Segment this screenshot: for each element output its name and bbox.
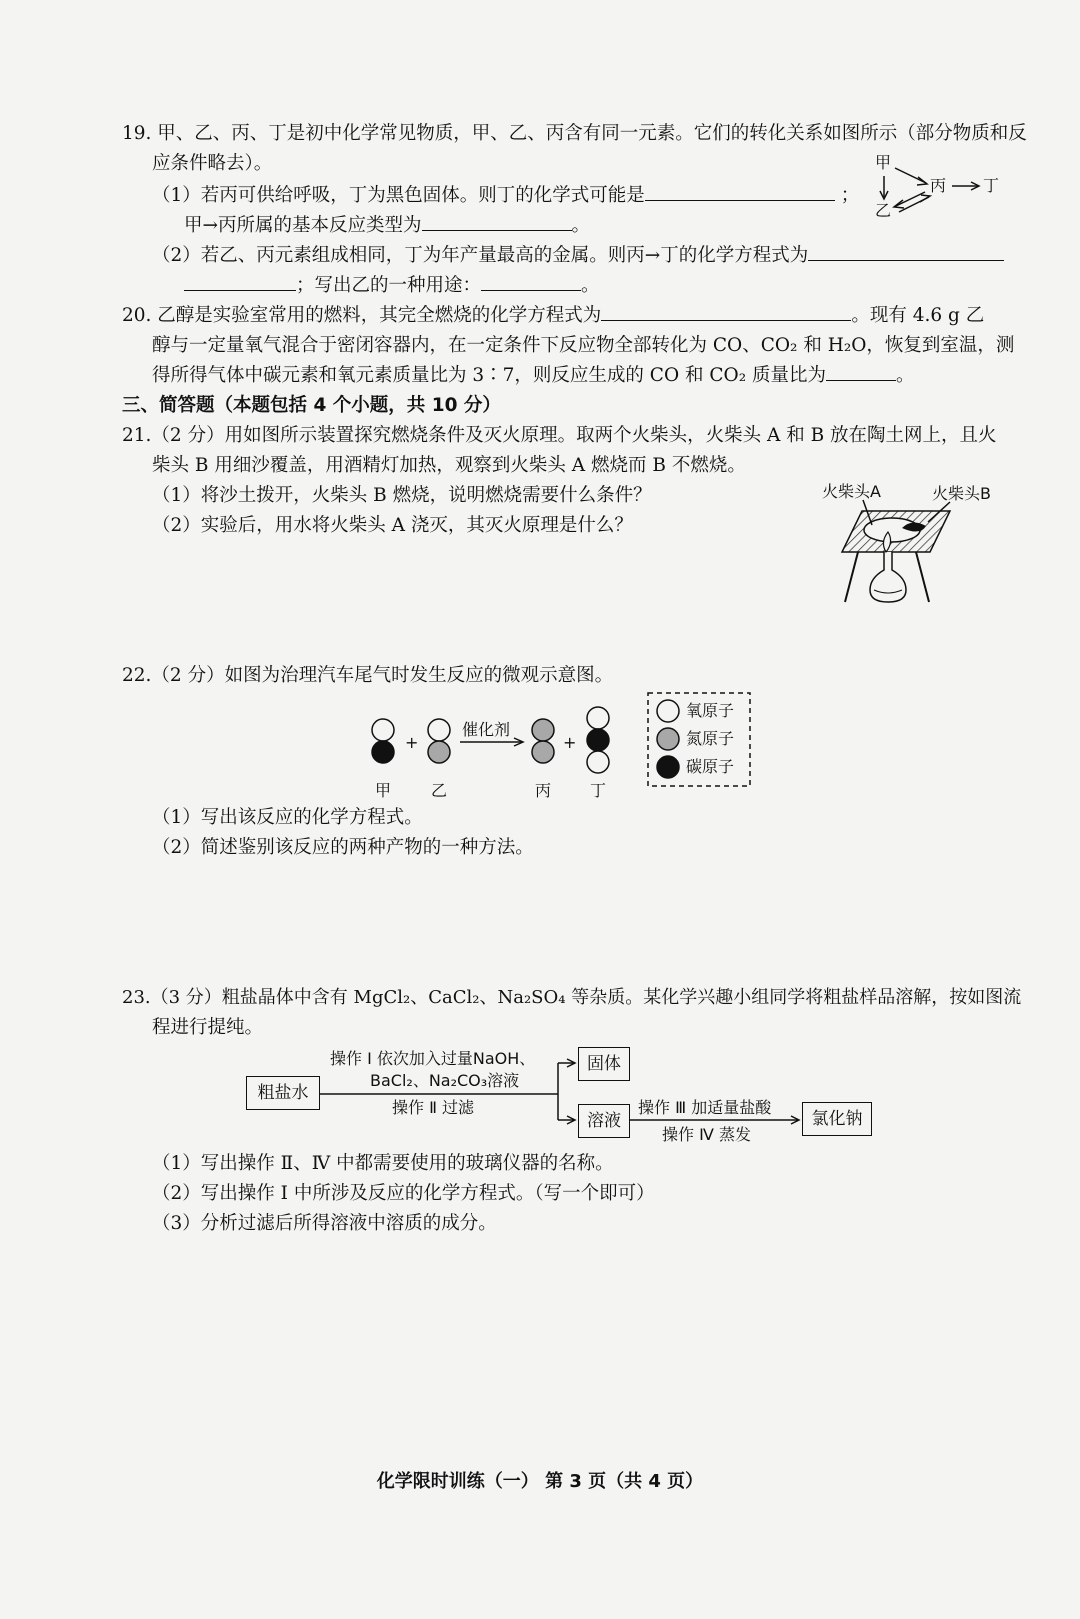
q21-label-match-b: 火柴头B — [932, 484, 991, 503]
flow-op3: 操作 Ⅲ 加适量盐酸 — [638, 1098, 772, 1117]
q22-label-bing: 丙 — [535, 781, 552, 800]
q19-part1a-text: （1）若丙可供给呼吸，丁为黑色固体。则丁的化学式可能是 — [152, 185, 645, 206]
q20-line3-end: 。 — [896, 365, 915, 386]
q19-diagram-jia: 甲 — [875, 153, 892, 172]
q20-line2: 醇与一定量氧气混合于密闭容器内，在一定条件下反应物全部转化为 CO、CO₂ 和 H₂O，恢复到室温，测 — [152, 335, 1015, 356]
flow-op1-line2: BaCl₂、Na₂CO₃溶液 — [370, 1071, 520, 1090]
q21-part2: （2）实验后，用水将火柴头 A 浇灭，其灭火原理是什么？ — [152, 515, 633, 536]
q20-line1-end: 。现有 4.6 g 乙 — [851, 305, 985, 326]
q22-part2: （2）简述鉴别该反应的两种产物的一种方法。 — [152, 837, 534, 858]
q23-part2: （2）写出操作 Ⅰ 中所涉及反应的化学方程式。（写一个即可） — [152, 1183, 655, 1204]
legend-oxygen-label: 氧原子 — [686, 701, 735, 720]
q19-part1b-text: 甲→丙所属的基本反应类型为 — [184, 215, 422, 236]
q22-label-ding: 丁 — [590, 781, 607, 800]
section-3-heading: 三、简答题（本题包括 4 个小题，共 10 分） — [122, 395, 501, 416]
q19-part2b-end: 。 — [581, 275, 600, 296]
q21-stem-line1: 21.（2 分）用如图所示装置探究燃烧条件及灭火原理。取两个火柴头，火柴头 A 和 B 放在陶土网上，且火 — [122, 425, 997, 446]
flow-node-crude-brine: 粗盐水 — [246, 1076, 320, 1110]
q19-stem-line1: 19. 甲、乙、丙、丁是初中化学常见物质，甲、乙、丙含有同一元素。它们的转化关系如图所示（部分物质和反 — [122, 123, 1027, 144]
q22-label-yi: 乙 — [431, 781, 448, 800]
q22-plus-2: + — [563, 733, 577, 752]
q19-diagram-bing: 丙 — [930, 176, 947, 195]
q19-stem-line2: 应条件略去）。 — [152, 153, 273, 174]
legend-nitrogen-label: 氮原子 — [686, 729, 735, 748]
q23-part1: （1）写出操作 Ⅱ、Ⅳ 中都需要使用的玻璃仪器的名称。 — [152, 1153, 614, 1174]
flow-node-solid: 固体 — [578, 1047, 630, 1081]
q19-diagram-yi: 乙 — [875, 201, 892, 220]
q19-part1a-end: ； — [840, 185, 860, 206]
q21-stem-line2: 柴头 B 用细沙覆盖，用酒精灯加热，观察到火柴头 A 燃烧而 B 不燃烧。 — [152, 455, 746, 476]
q20-line3-text: 得所得气体中碳元素和氧元素质量比为 3∶7，则反应生成的 CO 和 CO₂ 质量比为 — [152, 365, 827, 386]
q20-line1-text: 20. 乙醇是实验室常用的燃料，其完全燃烧的化学方程式为 — [122, 305, 602, 326]
q22-label-jia: 甲 — [375, 781, 392, 800]
q19-part1b-end: 。 — [571, 215, 591, 236]
flow-node-solution: 溶液 — [578, 1104, 630, 1138]
q19-diagram-ding: 丁 — [983, 176, 1000, 195]
flow-node-sodium-chloride: 氯化钠 — [802, 1102, 872, 1136]
q21-label-match-a: 火柴头A — [822, 482, 881, 501]
flow-op4: 操作 Ⅳ 蒸发 — [662, 1125, 751, 1144]
q19-part2a-text: （2）若乙、丙元素组成相同，丁为年产量最高的金属。则丙→丁的化学方程式为 — [152, 245, 809, 266]
q23-stem-line2: 程进行提纯。 — [152, 1017, 264, 1038]
q21-part1: （1）将沙土拨开，火柴头 B 燃烧，说明燃烧需要什么条件？ — [152, 485, 652, 506]
q19-part2b-mid: ；写出乙的一种用途： — [296, 275, 482, 296]
flow-op1-line1: 操作 Ⅰ 依次加入过量NaOH、 — [330, 1049, 536, 1068]
q22-part1: （1）写出该反应的化学方程式。 — [152, 807, 423, 828]
q23-part3: （3）分析过滤后所得溶液中溶质的成分。 — [152, 1213, 497, 1234]
q22-catalyst-label: 催化剂 — [462, 720, 511, 739]
q22-stem: 22.（2 分）如图为治理汽车尾气时发生反应的微观示意图。 — [122, 665, 614, 686]
q22-plus-1: + — [405, 733, 419, 752]
legend-carbon-label: 碳原子 — [686, 757, 735, 776]
page-footer: 化学限时训练（一） 第 3 页（共 4 页） — [376, 1471, 704, 1492]
q23-stem-line1: 23.（3 分）粗盐晶体中含有 MgCl₂、CaCl₂、Na₂SO₄ 等杂质。某化学兴趣小组同学将粗盐样品溶解，按如图流 — [122, 987, 1022, 1008]
flow-op2: 操作 Ⅱ 过滤 — [392, 1098, 475, 1117]
